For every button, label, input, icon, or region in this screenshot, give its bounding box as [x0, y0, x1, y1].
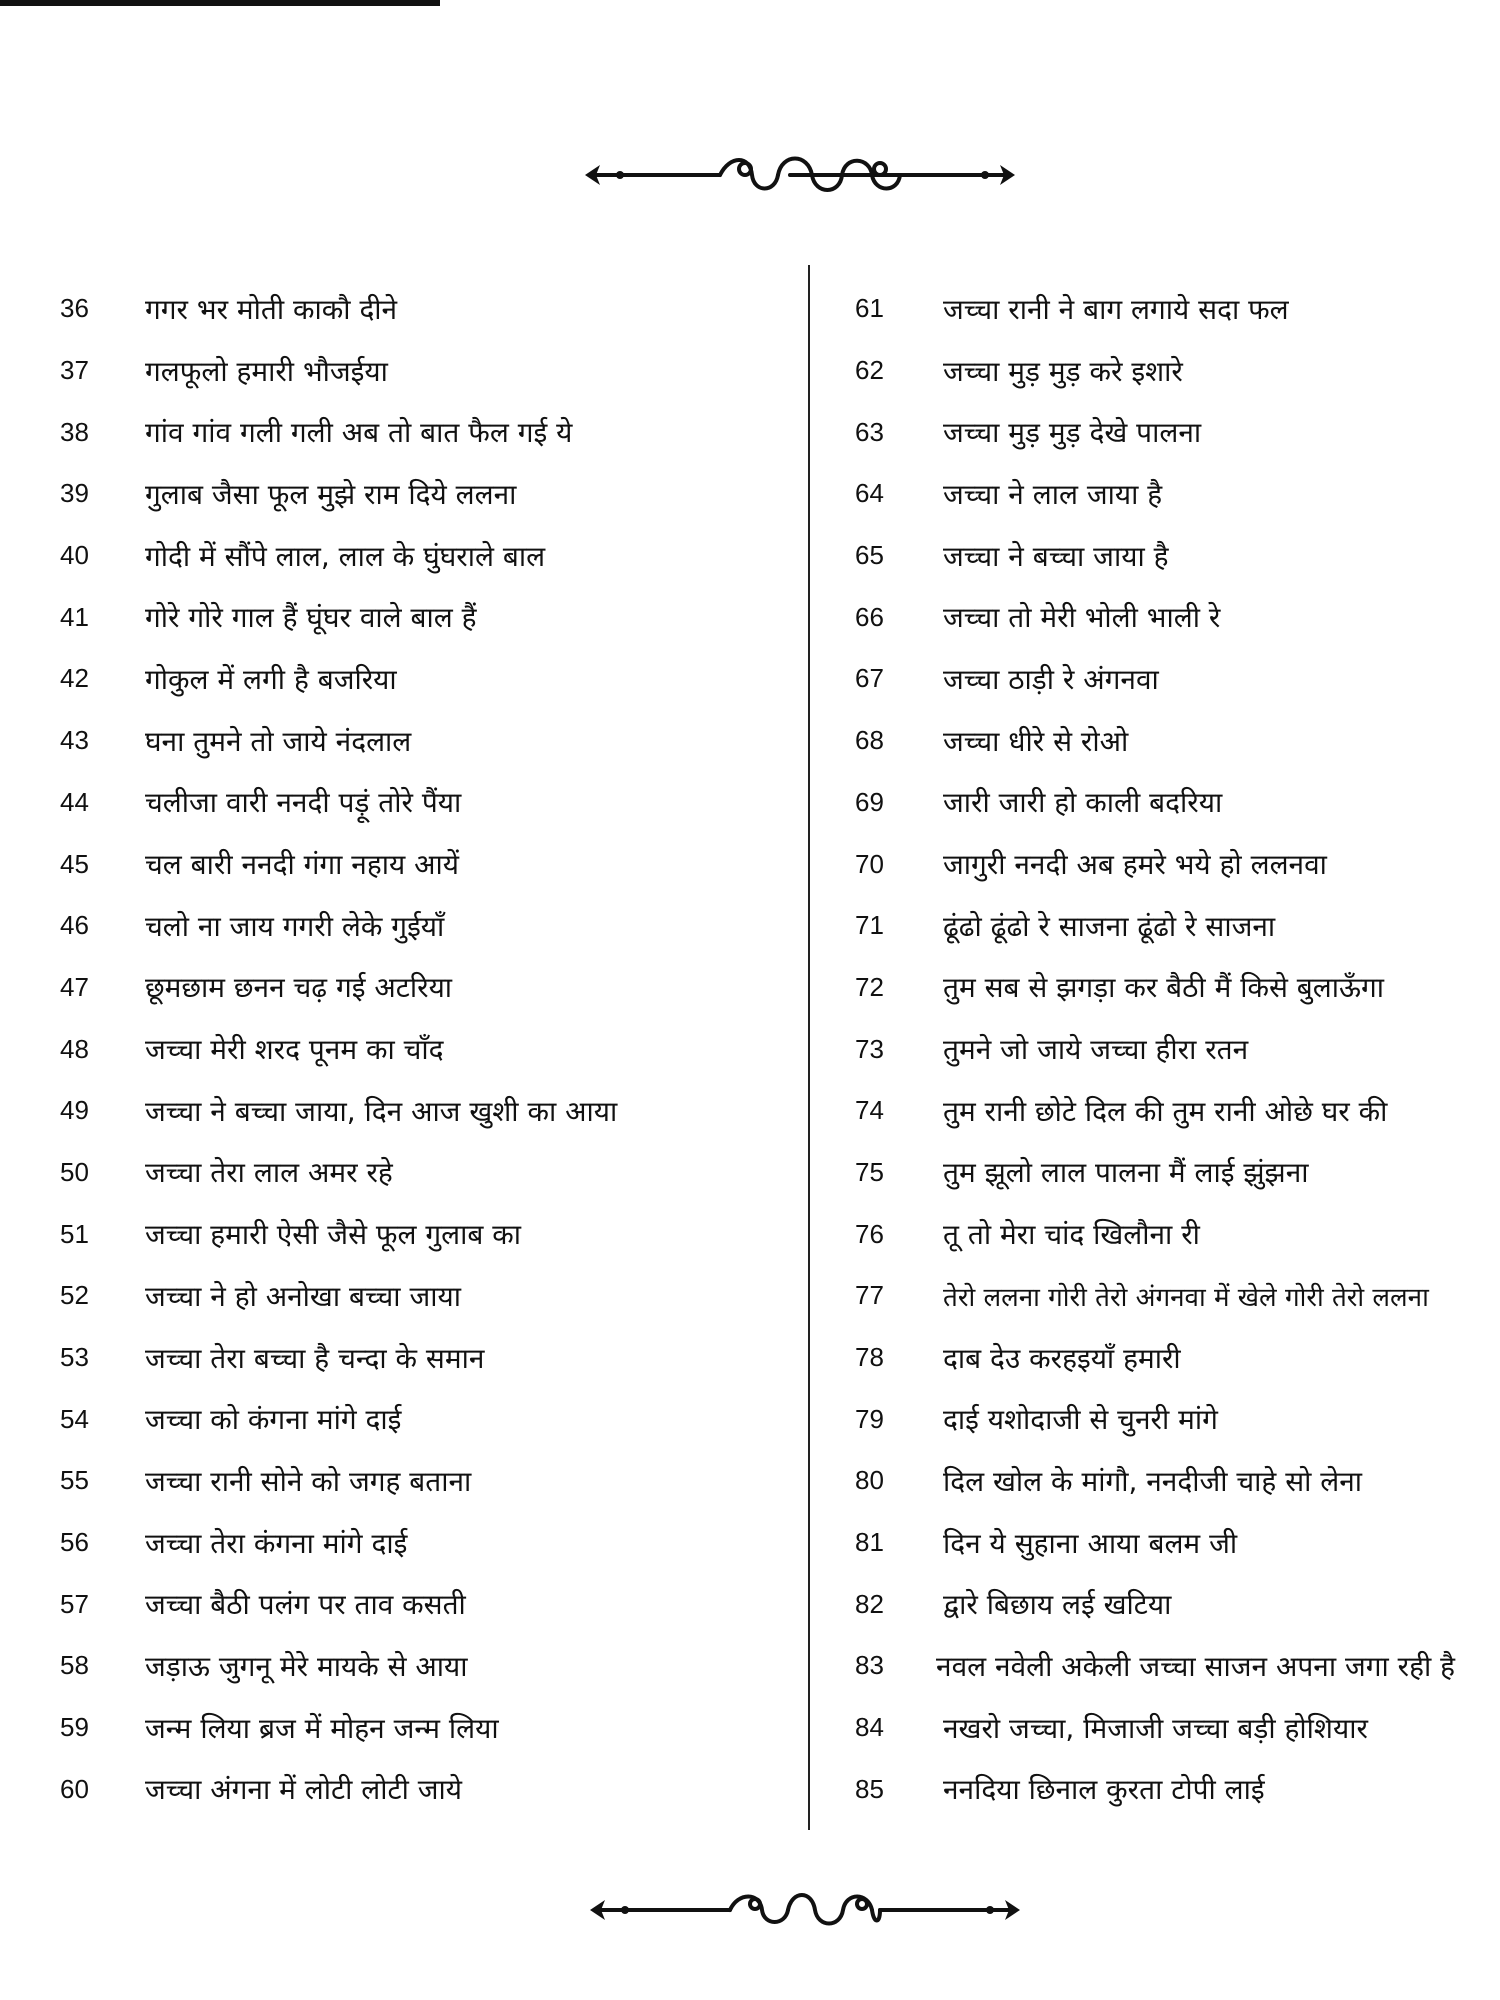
- entry-number: 45: [60, 848, 89, 879]
- entry-title: तू तो मेरा चांद खिलौना री: [943, 1218, 1200, 1252]
- entry-number: 40: [60, 540, 89, 571]
- entry-number: 69: [855, 786, 884, 817]
- entry-title: तुम सब से झगड़ा कर बैठी मैं किसे बुलाऊँगा: [943, 971, 1385, 1005]
- entry-title: जड़ाऊ जुगनू मेरे मायके से आया: [145, 1649, 468, 1683]
- entry-number: 66: [855, 601, 884, 632]
- right-index-column: [855, 278, 1455, 1820]
- entry-number: 85: [855, 1773, 884, 1804]
- index-entry-84: [855, 1697, 1455, 1759]
- entry-number: 52: [60, 1280, 89, 1311]
- entry-number: 56: [60, 1527, 89, 1558]
- index-entry-67: [855, 648, 1455, 710]
- top-ornament-icon: [0, 145, 1500, 205]
- index-entry-53: [60, 1327, 780, 1389]
- bottom-ornament-icon: [0, 1880, 1500, 1940]
- entry-number: 71: [855, 910, 884, 941]
- entry-number: 41: [60, 601, 89, 632]
- index-entry-50: [60, 1142, 780, 1204]
- index-entry-69: [855, 772, 1455, 834]
- index-entry-79: [855, 1388, 1455, 1450]
- index-entry-64: [855, 463, 1455, 525]
- index-entry-36: [60, 278, 780, 340]
- index-entry-83: [855, 1635, 1455, 1697]
- entry-title: छूमछाम छनन चढ़ गई अटरिया: [145, 971, 453, 1005]
- index-entry-81: [855, 1512, 1455, 1574]
- index-entry-66: [855, 586, 1455, 648]
- entry-number: 54: [60, 1403, 89, 1434]
- entry-title: तुम झूलो लाल पालना मैं लाई झुंझना: [943, 1156, 1309, 1190]
- entry-title: जच्चा रानी ने बाग लगाये सदा फल: [943, 292, 1289, 326]
- index-entry-47: [60, 957, 780, 1019]
- index-entry-48: [60, 1018, 780, 1080]
- entry-title: चल बारी ननदी गंगा नहाय आयें: [145, 848, 459, 882]
- entry-number: 57: [60, 1588, 89, 1619]
- index-entry-49: [60, 1080, 780, 1142]
- entry-number: 65: [855, 540, 884, 571]
- index-entry-61: [855, 278, 1455, 340]
- index-entry-85: [855, 1759, 1455, 1821]
- top-edge-rule: [0, 0, 440, 6]
- entry-number: 59: [60, 1712, 89, 1743]
- entry-number: 64: [855, 478, 884, 509]
- index-entry-65: [855, 525, 1455, 587]
- entry-number: 47: [60, 971, 89, 1002]
- index-entry-56: [60, 1512, 780, 1574]
- entry-title: ननदिया छिनाल कुरता टोपी लाई: [943, 1773, 1265, 1807]
- index-entry-41: [60, 586, 780, 648]
- entry-title: घना तुमने तो जाये नंदलाल: [145, 724, 412, 758]
- entry-number: 39: [60, 478, 89, 509]
- entry-title: जच्चा ने बच्चा जाया है: [943, 539, 1169, 573]
- index-entry-74: [855, 1080, 1455, 1142]
- index-entry-42: [60, 648, 780, 710]
- entry-title: जच्चा ने हो अनोखा बच्चा जाया: [145, 1279, 461, 1313]
- index-entry-43: [60, 710, 780, 772]
- entry-number: 67: [855, 663, 884, 694]
- entry-number: 46: [60, 910, 89, 941]
- entry-number: 83: [855, 1650, 884, 1681]
- entry-number: 74: [855, 1095, 884, 1126]
- entry-title: गगर भर मोती काकौ दीने: [145, 292, 398, 326]
- index-entry-78: [855, 1327, 1455, 1389]
- entry-number: 44: [60, 786, 89, 817]
- entry-number: 55: [60, 1465, 89, 1496]
- entry-number: 78: [855, 1342, 884, 1373]
- entry-title: जच्चा हमारी ऐसी जैसे फूल गुलाब का: [145, 1218, 522, 1252]
- entry-title: जच्चा ने बच्चा जाया, दिन आज खुशी का आया: [145, 1094, 618, 1128]
- index-entry-77: [855, 1265, 1455, 1327]
- entry-title: जच्चा तेरा बच्चा है चन्दा के समान: [145, 1341, 485, 1375]
- index-entry-46: [60, 895, 780, 957]
- left-index-column: [60, 278, 780, 1820]
- entry-number: 72: [855, 971, 884, 1002]
- entry-number: 42: [60, 663, 89, 694]
- entry-title: गुलाब जैसा फूल मुझे राम दिये ललना: [145, 477, 517, 511]
- entry-number: 50: [60, 1156, 89, 1187]
- index-entry-40: [60, 525, 780, 587]
- entry-number: 38: [60, 416, 89, 447]
- entry-number: 84: [855, 1712, 884, 1743]
- index-entry-71: [855, 895, 1455, 957]
- entry-title: जच्चा मेरी शरद पूनम का चाँद: [145, 1033, 444, 1067]
- entry-number: 79: [855, 1403, 884, 1434]
- index-entry-39: [60, 463, 780, 525]
- entry-number: 48: [60, 1033, 89, 1064]
- entry-title: जच्चा रानी सोने को जगह बताना: [145, 1464, 472, 1498]
- entry-title: दिन ये सुहाना आया बलम जी: [943, 1526, 1238, 1560]
- index-entry-75: [855, 1142, 1455, 1204]
- entry-number: 76: [855, 1218, 884, 1249]
- entry-title: तेरो ललना गोरी तेरो अंगनवा में खेले गोरी तेरो ललना: [943, 1282, 1429, 1313]
- entry-number: 77: [855, 1280, 884, 1311]
- index-entry-52: [60, 1265, 780, 1327]
- index-entry-72: [855, 957, 1455, 1019]
- entry-number: 82: [855, 1588, 884, 1619]
- entry-title: तुमने जो जाये जच्चा हीरा रतन: [943, 1033, 1249, 1067]
- entry-number: 60: [60, 1773, 89, 1804]
- index-entry-80: [855, 1450, 1455, 1512]
- entry-title: गोदी में सौंपे लाल, लाल के घुंघराले बाल: [145, 539, 546, 573]
- entry-title: जागुरी ननदी अब हमरे भये हो ललनवा: [943, 848, 1327, 882]
- entry-number: 70: [855, 848, 884, 879]
- entry-number: 53: [60, 1342, 89, 1373]
- entry-title: जच्चा ने लाल जाया है: [943, 477, 1163, 511]
- entry-number: 81: [855, 1527, 884, 1558]
- index-entry-57: [60, 1573, 780, 1635]
- entry-title: जच्चा तेरा कंगना मांगे दाई: [145, 1526, 408, 1560]
- entry-number: 51: [60, 1218, 89, 1249]
- column-divider: [808, 265, 810, 1830]
- entry-title: जच्चा तो मेरी भोली भाली रे: [943, 601, 1221, 635]
- entry-number: 75: [855, 1156, 884, 1187]
- entry-title: नखरो जच्चा, मिजाजी जच्चा बड़ी होशियार: [943, 1711, 1368, 1745]
- entry-number: 62: [855, 355, 884, 386]
- index-entry-44: [60, 772, 780, 834]
- index-entry-58: [60, 1635, 780, 1697]
- index-entry-60: [60, 1759, 780, 1821]
- index-entry-55: [60, 1450, 780, 1512]
- entry-title: जच्चा मुड़ मुड़ करे इशारे: [943, 354, 1183, 388]
- index-entry-59: [60, 1697, 780, 1759]
- entry-title: जच्चा ठाड़ी रे अंगनवा: [943, 662, 1159, 696]
- index-entry-51: [60, 1203, 780, 1265]
- entry-title: दाई यशोदाजी से चुनरी मांगे: [943, 1403, 1218, 1437]
- entry-number: 73: [855, 1033, 884, 1064]
- index-entry-62: [855, 340, 1455, 402]
- index-entry-54: [60, 1388, 780, 1450]
- entry-number: 43: [60, 725, 89, 756]
- entry-number: 61: [855, 293, 884, 324]
- index-entry-73: [855, 1018, 1455, 1080]
- entry-title: गलफूलो हमारी भौजईया: [145, 354, 388, 388]
- entry-title: तुम रानी छोटे दिल की तुम रानी ओछे घर की: [943, 1094, 1388, 1128]
- entry-title: जच्चा अंगना में लोटी लोटी जाये: [145, 1773, 463, 1807]
- entry-title: जन्म लिया ब्रज में मोहन जन्म लिया: [145, 1711, 499, 1745]
- index-entry-63: [855, 401, 1455, 463]
- entry-number: 68: [855, 725, 884, 756]
- entry-title: जच्चा को कंगना मांगे दाई: [145, 1403, 402, 1437]
- entry-number: 80: [855, 1465, 884, 1496]
- index-entry-70: [855, 833, 1455, 895]
- entry-number: 49: [60, 1095, 89, 1126]
- entry-title: चलीजा वारी ननदी पड़ूं तोरे पैंया: [145, 786, 462, 820]
- entry-title: नवल नवेली अकेली जच्चा साजन अपना जगा रही है: [936, 1649, 1455, 1683]
- index-entry-82: [855, 1573, 1455, 1635]
- entry-title: ढूंढो ढूंढो रे साजना ढूंढो रे साजना: [943, 909, 1276, 943]
- index-entry-68: [855, 710, 1455, 772]
- entry-number: 58: [60, 1650, 89, 1681]
- entry-title: जच्चा मुड़ मुड़ देखे पालना: [943, 416, 1202, 450]
- entry-title: चलो ना जाय गगरी लेके गुईयाँ: [145, 909, 445, 943]
- entry-title: गांव गांव गली गली अब तो बात फैल गई ये: [145, 416, 573, 450]
- entry-title: जारी जारी हो काली बदरिया: [943, 786, 1223, 820]
- entry-number: 36: [60, 293, 89, 324]
- index-entry-45: [60, 833, 780, 895]
- entry-number: 37: [60, 355, 89, 386]
- entry-title: दाब देउ करहइयाँ हमारी: [943, 1341, 1181, 1375]
- entry-title: दिल खोल के मांगौ, ननदीजी चाहे सो लेना: [943, 1464, 1363, 1498]
- entry-title: गोरे गोरे गाल हैं घूंघर वाले बाल हैं: [145, 601, 477, 635]
- entry-title: जच्चा बैठी पलंग पर ताव कसती: [145, 1588, 466, 1622]
- entry-number: 63: [855, 416, 884, 447]
- entry-title: जच्चा तेरा लाल अमर रहे: [145, 1156, 393, 1190]
- entry-title: द्वारे बिछाय लई खटिया: [943, 1588, 1172, 1622]
- index-entry-37: [60, 340, 780, 402]
- index-entry-38: [60, 401, 780, 463]
- index-entry-76: [855, 1203, 1455, 1265]
- entry-title: गोकुल में लगी है बजरिया: [145, 662, 397, 696]
- entry-title: जच्चा धीरे से रोओ: [943, 724, 1129, 758]
